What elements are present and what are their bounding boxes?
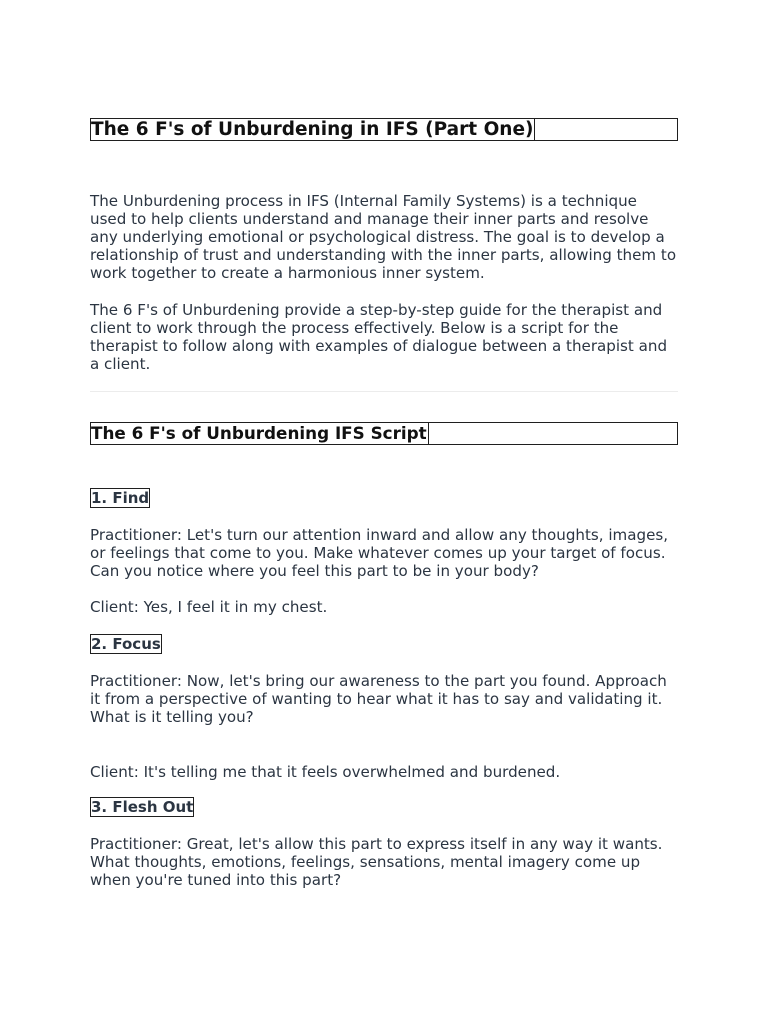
step-heading-find: 1. Find <box>91 489 150 507</box>
step-find-practitioner: Practitioner: Let's turn our attention inward and allow any thoughts, images, or feelings that come to you. Make whatever comes up your target of focus. Can you notice where you feel this part to be in your body? <box>90 526 669 580</box>
step-focus-practitioner: Practitioner: Now, let's bring our awareness to the part you found. Approach it from a perspective of wanting to hear what it has to say and validating it. What is it telling you? <box>90 672 667 726</box>
page-title: The 6 F's of Unburdening in IFS (Part One) <box>91 119 534 140</box>
intro-paragraph-2: The 6 F's of Unburdening provide a step-by-step guide for the therapist and client to work through the process effectively. Below is a script for the therapist to follow along with examples of dialogue between a therapist and a client. <box>90 301 668 373</box>
step-find-client: Client: Yes, I feel it in my chest. <box>90 598 328 616</box>
step-flesh-out-practitioner: Practitioner: Great, let's allow this part to express itself in any way it wants. What thoughts, emotions, feelings, sensations, mental imagery come up when you're tuned into this part? <box>90 835 663 889</box>
section-divider <box>90 391 678 392</box>
page-title-box <box>90 118 678 141</box>
script-heading: The 6 F's of Unburdening IFS Script <box>91 423 427 443</box>
script-heading-box <box>90 422 678 445</box>
intro-paragraph-1: The Unburdening process in IFS (Internal Family Systems) is a technique used to help clients understand and manage their inner parts and resolve any underlying emotional or psychological distress. The goal is to develop a relationship of trust and understanding with the inner parts, allowing them to work together to create a harmonious inner system. <box>90 192 677 282</box>
step-focus-client: Client: It's telling me that it feels overwhelmed and burdened. <box>90 763 561 781</box>
step-heading-flesh-out: 3. Flesh Out <box>91 798 194 816</box>
step-heading-focus: 2. Focus <box>91 635 161 653</box>
